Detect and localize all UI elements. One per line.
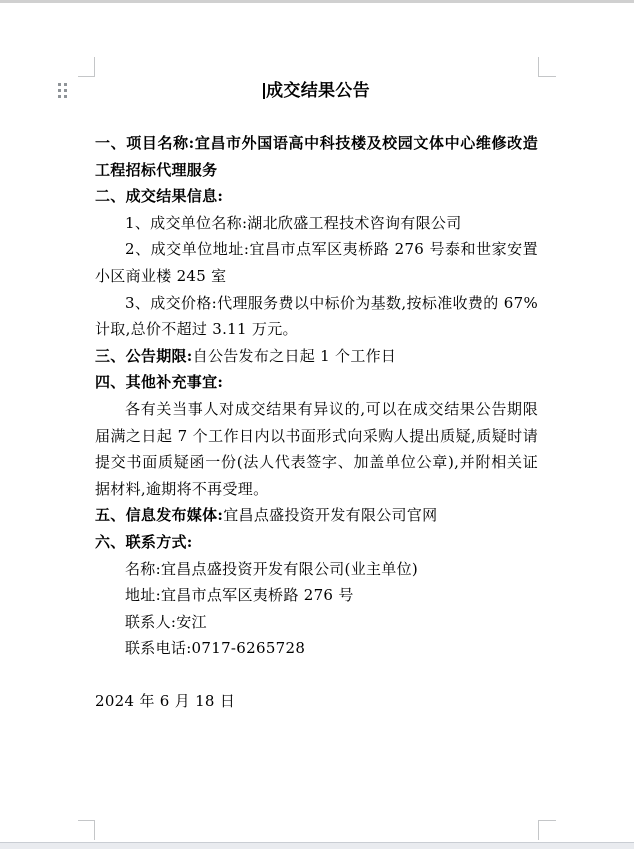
margin-crop-mark-bottom-left [78,820,95,840]
margin-crop-mark-top-left [78,57,95,77]
section-label: 二、成交结果信息: [95,187,224,206]
section-result-info-heading[interactable] [95,183,538,210]
section-project-name[interactable] [95,130,538,183]
margin-crop-mark-bottom-right [538,820,556,840]
section-label: 三、公告期限: [95,346,193,365]
anchor-dot [64,95,67,98]
contact-person[interactable]: 联系人:安江 [125,612,207,631]
contact-phone[interactable]: 联系电话:0717-6265728 [125,639,306,658]
section-label: 四、其他补充事宜: [95,373,224,392]
paragraph-anchor-icon[interactable] [58,83,67,98]
section-contact-heading[interactable] [95,529,538,556]
anchor-dot [58,89,61,92]
document-title-line[interactable] [95,77,538,105]
section-label: 五、信息发布媒体: [95,506,224,525]
result-item-winner-name[interactable]: 1、成交单位名称:湖北欣盛工程技术咨询有限公司 [125,213,462,232]
result-item-price[interactable]: 3、成交价格:代理服务费以中标价为基数,按标准收费的 67%计取,总价不超过 3.11 万元。 [95,293,538,339]
document-title: 成交结果公告 [266,81,370,101]
margin-crop-mark-top-right [538,57,556,77]
section-label: 六、联系方式: [95,532,193,551]
anchor-dot [64,89,67,92]
section-text: 宜昌点盛投资开发有限公司官网 [223,506,438,525]
document-date[interactable]: 2024 年 6 月 18 日 [95,692,236,711]
section-text: 自公告发布之日起 1 个工作日 [192,346,397,365]
section-supplementary-heading[interactable] [95,369,538,396]
supplementary-paragraph[interactable]: 各有关当事人对成交结果有异议的,可以在成交结果公告期限届满之日起 7 个工作日内以书面形式向采购人提出质疑,质疑时请提交书面质疑函一份(法人代表签字、加盖单位公章),并附相关证据材料,逾期将不再受理。 [95,399,538,498]
statusbar-top-edge [0,842,634,849]
document-page[interactable] [95,77,538,715]
result-item-winner-address[interactable]: 2、成交单位地址:宜昌市点军区夷桥路 276 号泰和世家安置小区商业楼 245 室 [95,240,538,285]
section-label: 一、项目名称: [95,134,195,152]
anchor-dot [58,95,61,98]
section-announcement-period[interactable] [95,343,538,370]
text-cursor-icon [263,83,265,99]
contact-name[interactable]: 名称:宜昌点盛投资开发有限公司(业主单位) [125,559,419,578]
section-text: 宜昌市外国语高中科技楼及校园文体中心维修改造工程招标代理服务 [95,134,538,179]
contact-address[interactable]: 地址:宜昌市点军区夷桥路 276 号 [125,586,354,605]
anchor-dot [64,83,67,86]
toolbar-bottom-edge [0,0,634,3]
section-publish-media[interactable] [95,502,538,529]
anchor-dot [58,83,61,86]
